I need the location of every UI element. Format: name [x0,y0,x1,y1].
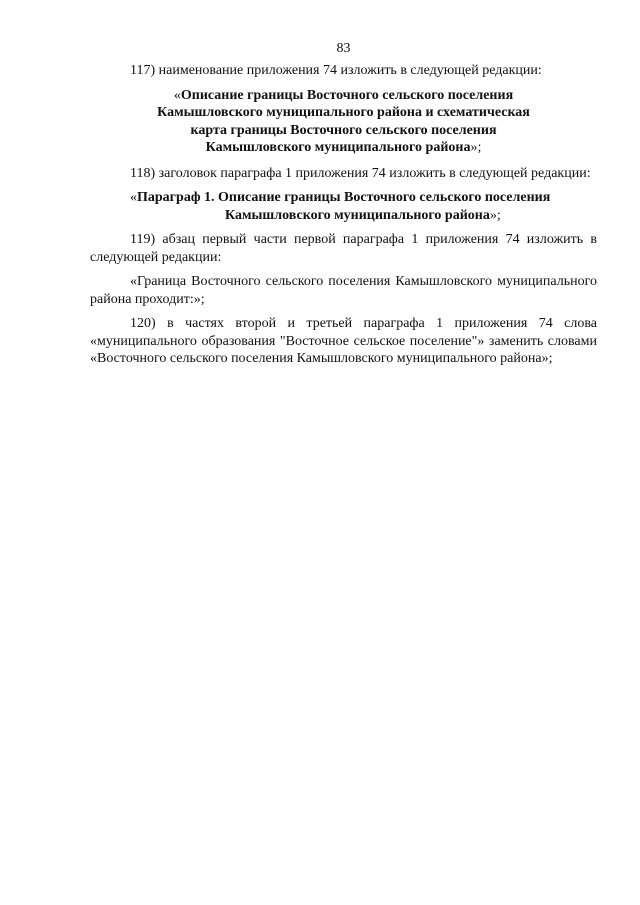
item-117-quote-line-4: Камышловского муниципального района»; [205,140,482,155]
item-118-quote-line-1: «Параграф 1. Описание границы Восточного сельского поселения [130,190,551,205]
item-120-text: 120) в частях второй и третьей параграфа 1 приложения 74 слова «муниципального образования "Восточное сельское поселение"» заменить словами «Восточного сельского поселения Камышловского муниципального района»; [90,316,597,366]
item-117-quote [90,87,597,157]
item-119-text: 119) абзац первый части первой параграфа 1 приложения 74 изложить в следующей редакции: [90,232,597,265]
quote-close: »; [470,140,482,155]
item-117-text: 117) наименование приложения 74 изложить в следующей редакции: [130,63,542,78]
quote-close: »; [489,207,501,223]
quote-open: « [173,87,181,103]
item-117-quote-line-2: Камышловского муниципального района и схематическая [157,105,530,120]
item-118-quote-line-2: Камышловского муниципального района»; [225,207,501,223]
item-117-quote-line-3: карта границы Восточного сельского поселения [190,122,497,138]
quote-open: « [130,190,137,205]
item-118-text: 118) заголовок параграфа 1 приложения 74 изложить в следующей редакции: [130,165,591,181]
item-117-quote-line-1: «Описание границы Восточного сельского поселения [173,87,514,103]
document-page [90,40,597,375]
item-119-quote: «Граница Восточного сельского поселения Камышловского муниципального района проходит:»; [90,274,597,307]
page-number: 83 [336,41,351,56]
item-118-quote [90,189,597,224]
